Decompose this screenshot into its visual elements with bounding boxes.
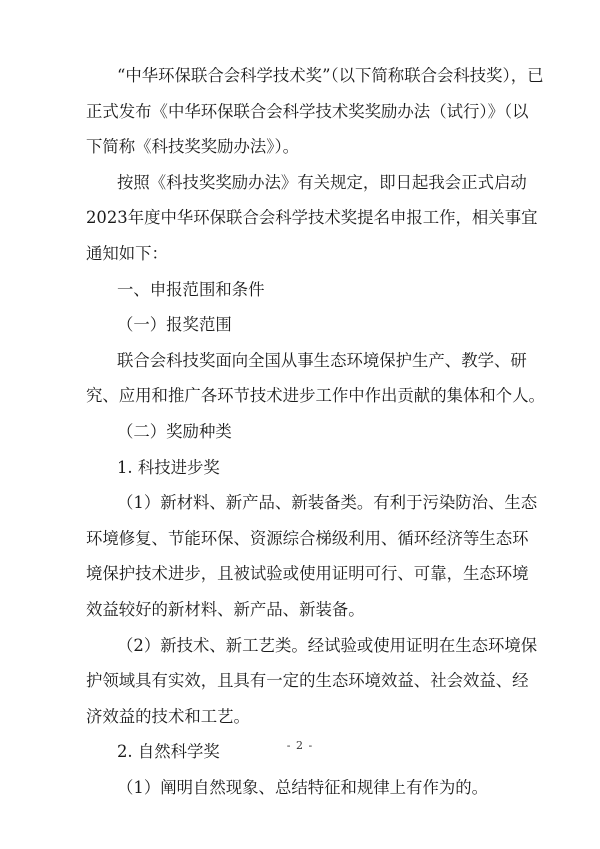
paragraph-technology-line-1: （2）新技术、新工艺类。经试验或使用证明在生态环境保 bbox=[117, 635, 538, 655]
paragraph-technology-line-2: 护领域具有实效，且具有一定的生态环境效益、社会效益、经 bbox=[86, 671, 529, 691]
paragraph-award-intro-line-1: “中华环保联合会科学技术奖”（以下简称联合会科技奖），已 bbox=[117, 66, 544, 85]
item-heading-progress-award: 1. 科技进步奖 bbox=[117, 457, 220, 477]
paragraph-materials-line-3: 境保护技术进步，且被试验或使用证明可行、可靠，生态环境 bbox=[86, 564, 529, 584]
paragraph-notice-line-1: 按照《科技奖奖励办法》有关规定，即日起我会正式启动 bbox=[117, 172, 527, 192]
section-heading-scope: 一、申报范围和条件 bbox=[117, 279, 265, 299]
paragraph-notice-line-3: 通知如下： bbox=[86, 243, 168, 263]
paragraph-scope-line-2: 究、应用和推广各环节技术进步工作中作出贡献的集体和个人。 bbox=[86, 386, 545, 406]
document-body bbox=[86, 58, 545, 805]
subsection-heading-award-types: （二）奖励种类 bbox=[117, 421, 232, 441]
item-heading-natural-science-award: 2. 自然科学奖 bbox=[117, 742, 220, 762]
paragraph-scope-line-1: 联合会科技奖面向全国从事生态环境保护生产、教学、研 bbox=[117, 350, 527, 370]
paragraph-natural-science-line-1: （1）阐明自然现象、总结特征和规律上有作为的。 bbox=[117, 777, 489, 797]
paragraph-materials-line-2: 环境修复、节能环保、资源综合梯级利用、循环经济等生态环 bbox=[86, 528, 529, 548]
subsection-heading-scope: （一）报奖范围 bbox=[117, 315, 232, 335]
paragraph-notice-line-2: 2023年度中华环保联合会科学技术奖提名申报工作，相关事宜 bbox=[86, 208, 538, 228]
paragraph-award-intro-line-2: 正式发布《中华环保联合会科学技术奖奖励办法（试行）》（以 bbox=[86, 101, 529, 121]
paragraph-technology-line-3: 济效益的技术和工艺。 bbox=[86, 706, 250, 726]
paragraph-award-intro-line-3: 下简称《科技奖奖励办法》）。 bbox=[86, 137, 300, 157]
paragraph-materials-line-1: （1）新材料、新产品、新装备类。有利于污染防治、生态 bbox=[117, 493, 538, 513]
paragraph-materials-line-4: 效益较好的新材料、新产品、新装备。 bbox=[86, 599, 365, 619]
page-number: - 2 - bbox=[286, 739, 314, 752]
